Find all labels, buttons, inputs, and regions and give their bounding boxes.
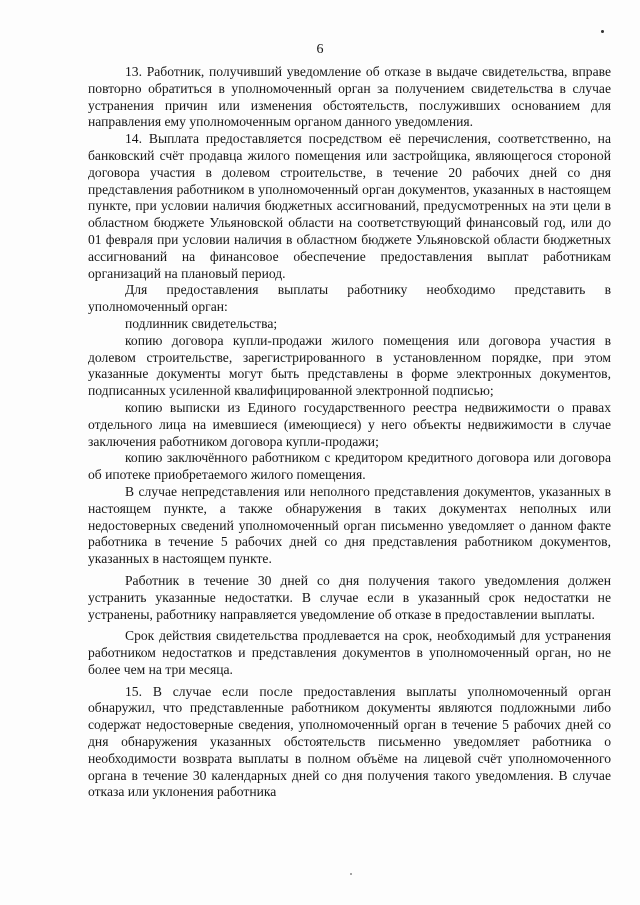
scan-speck	[350, 873, 352, 875]
paragraph-incomplete-documents: В случае непредставления или неполного представления документов, указанных в настоящем пункте, а также обнаружения в таких документах неполных или недостоверных сведений уполномоченный орган письменно уведомляет о данном факте работника в течение 5 рабочих дней со дня представления работником документов, указанных в настоящем пункте.	[88, 483, 611, 567]
list-item-registry-extract: копию выписки из Единого государственного реестра недвижимости о правах отдельного лица на имевшиеся (имеющиеся) у него объекты недвижимости в случае заключения работником договора купли-продажи;	[88, 399, 611, 449]
scan-mark	[601, 30, 604, 33]
list-item-credit-agreement: копию заключённого работником с кредитором кредитного договора или договора об ипотеке приобретаемого жилого помещения.	[88, 450, 611, 483]
paragraph-deficiency-correction: Работник в течение 30 дней со дня получения такого уведомления должен устранить указанные недостатки. В случае если в указанный срок недостатки не устранены, работнику направляется уведомление об отказе в предоставлении выплаты.	[88, 572, 611, 622]
paragraph-certificate-extension: Срок действия свидетельства продлевается на срок, необходимый для устранения работником недостатков и представления документов в уполномоченный орган, но не более чем на три месяца.	[88, 628, 611, 677]
page-number: 6	[316, 42, 324, 57]
document-body	[88, 64, 611, 801]
paragraph-14: 14. Выплата предоставляется посредством её перечисления, соответственно, на банковский счёт продавца жилого помещения или застройщика, являющегося стороной договора участия в долевом строительстве, в течение 20 рабочих дней со дня представления работником в уполномоченный орган документов, указанных в настоящем пункте, при условии наличия бюджетных ассигнований, предусмотренных на эти цели в областном бюджете Ульяновской области на соответствующий финансовый год, или до 01 февраля при условии наличия в областном бюджете Ульяновской области бюджетных ассигнований на финансовое обеспечение предоставления выплат работникам организаций на плановый период.	[88, 131, 611, 281]
list-item-contract-copy: копию договора купли-продажи жилого помещения или договора участия в долевом строительстве, зарегистрированного в установленном порядке, при этом указанные документы могут быть представлены в форме электронных документов, подписанных усиленной квалифицированной электронной подписью;	[88, 332, 611, 399]
paragraph-15: 15. В случае если после предоставления выплаты уполномоченный орган обнаружил, что представленные работником документы являются подложными либо содержат недостоверные сведения, уполномоченный орган в течение 5 рабочих дней со дня обнаружения указанных обстоятельств письменно уведомляет работника о необходимости возврата выплаты в полном объёме на лицевой счёт уполномоченного органа в течение 30 календарных дней со дня получения такого уведомления. В случае отказа или уклонения работника	[88, 683, 611, 800]
paragraph-13: 13. Работник, получивший уведомление об отказе в выдаче свидетельства, вправе повторно обратиться в уполномоченный орган за получением свидетельства в случае устранения причин или изменения обстоятельств, послуживших основанием для направления ему уполномоченным органом данного уведомления.	[88, 64, 611, 130]
list-item-certificate: подлинник свидетельства;	[125, 315, 278, 331]
paragraph-documents-intro: Для предоставления выплаты работнику необходимо представить в уполномоченный орган:	[88, 282, 611, 315]
